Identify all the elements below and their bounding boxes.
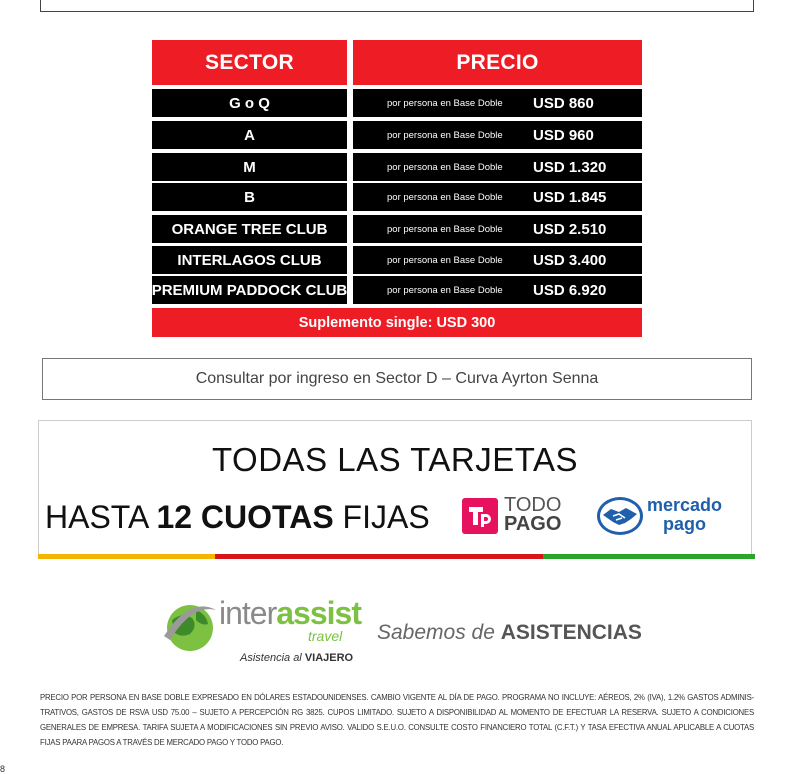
price-basis: por persona en Base Doble: [387, 161, 503, 173]
todopago-text: [504, 496, 561, 534]
sector-cell: B: [152, 183, 347, 211]
handshake-icon: [595, 495, 645, 537]
price-cell: [353, 276, 642, 304]
interassist-logo: [162, 594, 362, 668]
installments-prefix: HASTA: [45, 499, 157, 535]
sector-cell: PREMIUM PADDOCK CLUB: [152, 276, 347, 304]
table-row: [152, 276, 642, 304]
mercadopago-line2: pago: [663, 514, 707, 534]
legal-disclaimer: PRECIO POR PERSONA EN BASE DOBLE EXPRESADO EN DÓLARES ESTADOUNIDENSES. CAMBIO VIGENTE AL DÍA DE PAGO. PROGRAMA NO INCLUYE: AÉREOS, 2% (IVA), 1.2% GASTOS ADMINIS-TRATIVOS, GASTOS DE RSVA USD 75.00 – SUJETO A PERCEPCIÓN RG 3825. CUPOS LIMITADO. SUJETO A DISPONIBILIDAD AL MOMENTO DE EFECTUAR LA RESERVA. SUJETO A CONDICIONES GENERALES DE EMPRESA. TARIFA SUJETA A MODIFICACIONES SIN PREVIO AVISO. VALIDO S.E.U.O. CONSULTE COSTO FINANCIERO TOTAL (C.F.T.) Y TASA EFECTIVA ANUAL APLICABLE A CUOTAS FIJAS PAARA PAGOS A TRAVÉS DE MERCADO PAGO Y TODO PAGO.: [40, 693, 754, 747]
price-value: USD 1.320: [533, 158, 607, 176]
price-value: USD 1.845: [533, 188, 607, 206]
price-value: USD 2.510: [533, 220, 607, 238]
stripe-yellow: [38, 554, 215, 559]
todopago-mark-icon: [462, 498, 498, 534]
tagline-prefix: Asistencia al: [240, 652, 305, 664]
sector-cell: A: [152, 121, 347, 149]
globe-icon: [162, 596, 218, 658]
page-number: 8: [0, 764, 6, 774]
slogan: [377, 621, 642, 645]
table-row: [152, 121, 642, 149]
price-cell: [353, 89, 642, 117]
table-row: [152, 246, 642, 274]
mercadopago-logo: [595, 494, 725, 540]
installments-suffix: FIJAS: [333, 499, 430, 535]
interassist-assist: assist: [276, 595, 361, 631]
header-sector: SECTOR: [152, 40, 347, 85]
price-value: USD 960: [533, 126, 594, 144]
installments-text: [45, 499, 430, 536]
payment-title: TODAS LAS TARJETAS: [212, 441, 578, 478]
consult-note: Consultar por ingreso en Sector D – Curva Ayrton Senna: [42, 358, 752, 400]
slogan-bold: ASISTENCIAS: [500, 621, 642, 644]
price-basis: por persona en Base Doble: [387, 254, 503, 266]
sector-cell: INTERLAGOS CLUB: [152, 246, 347, 274]
table-row: [152, 89, 642, 117]
interassist-inter: inter: [219, 595, 277, 631]
todopago-line2: PAGO: [504, 513, 562, 535]
stripe-red: [215, 554, 543, 559]
price-basis: por persona en Base Doble: [387, 191, 503, 203]
table-row: [152, 215, 642, 243]
price-basis: por persona en Base Doble: [387, 223, 503, 235]
table-row: [152, 153, 642, 181]
price-basis: por persona en Base Doble: [387, 97, 503, 109]
table-row: [152, 183, 642, 211]
todopago-icon: [462, 498, 498, 534]
single-supplement-banner: Suplemento single: USD 300: [152, 308, 642, 337]
tagline-bold: VIAJERO: [304, 652, 354, 664]
top-box-border: [40, 0, 754, 12]
price-value: USD 860: [533, 94, 594, 112]
todopago-logo: [462, 496, 567, 538]
sector-cell: M: [152, 153, 347, 181]
price-value: USD 3.400: [533, 251, 607, 269]
price-basis: por persona en Base Doble: [387, 284, 503, 296]
price-cell: [353, 183, 642, 211]
price-basis: por persona en Base Doble: [387, 129, 503, 141]
mercadopago-text: [647, 496, 722, 534]
price-cell: [353, 215, 642, 243]
sector-cell: G o Q: [152, 89, 347, 117]
interassist-tagline: [240, 652, 353, 664]
interassist-wordmark: [219, 596, 361, 630]
installments-bold: 12 CUOTAS: [156, 499, 334, 535]
slogan-italic: Sabemos de: [377, 621, 501, 644]
todopago-line1: TODO: [504, 494, 562, 516]
header-precio: PRECIO: [353, 40, 642, 85]
price-cell: [353, 121, 642, 149]
stripe-green: [543, 554, 755, 559]
mercadopago-line1: mercado: [647, 495, 723, 515]
interassist-travel: travel: [308, 628, 343, 644]
sector-cell: ORANGE TREE CLUB: [152, 215, 347, 243]
price-cell: [353, 246, 642, 274]
price-cell: [353, 153, 642, 181]
price-value: USD 6.920: [533, 281, 607, 299]
